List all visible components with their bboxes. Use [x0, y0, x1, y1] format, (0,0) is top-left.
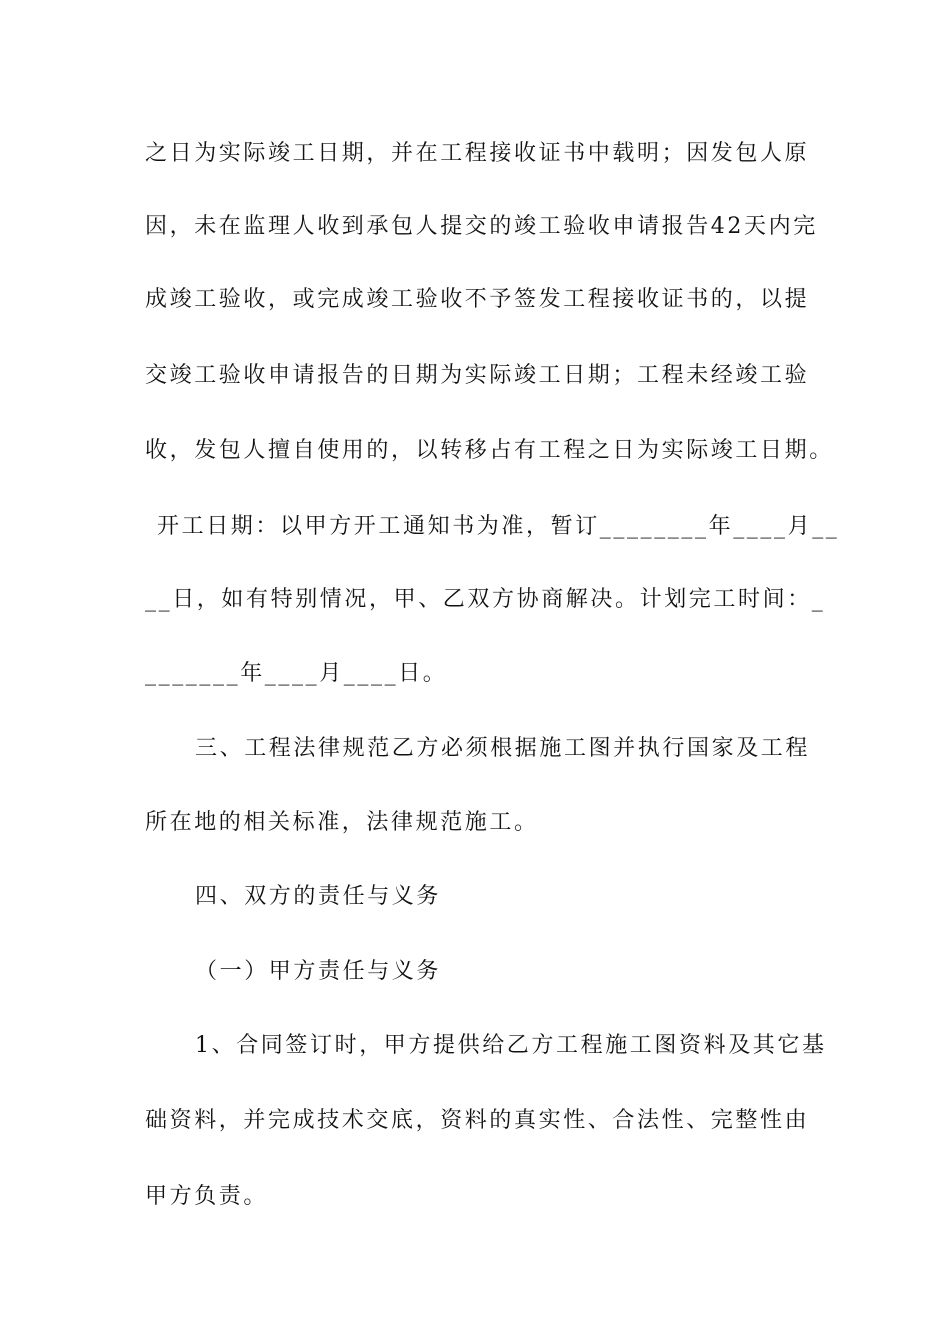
paragraph-line: 甲方负责。 — [145, 1184, 269, 1209]
paragraph-line: 交竣工验收申请报告的日期为实际竣工日期；工程未经竣工验 — [145, 363, 810, 388]
section-three-line: 三、工程法律规范乙方必须根据施工图并执行国家及工程 — [195, 736, 811, 761]
paragraph-line: 收，发包人擅自使用的，以转移占有工程之日为实际竣工日期。 — [145, 438, 834, 463]
paragraph-line: _______年____月____日。 — [145, 661, 448, 686]
subsection-heading: （一）甲方责任与义务 — [195, 959, 442, 984]
paragraph-line: 之日为实际竣工日期，并在工程接收证书中载明；因发包人原 — [145, 141, 810, 166]
paragraph-line: __日，如有特别情况，甲、乙双方协商解决。计划完工时间：_ — [145, 587, 826, 612]
start-date-line: 开工日期：以甲方开工通知书为准，暂订________年____月__ — [157, 514, 840, 539]
paragraph-line: 础资料，并完成技术交底，资料的真实性、合法性、完整性由 — [145, 1108, 810, 1133]
paragraph-line: 所在地的相关标准，法律规范施工。 — [145, 810, 539, 835]
paragraph-line: 成竣工验收，或完成竣工验收不予签发工程接收证书的，以提 — [145, 287, 810, 312]
clause-one-line: 1、合同签订时，甲方提供给乙方工程施工图资料及其它基 — [195, 1033, 827, 1058]
paragraph-line: 因，未在监理人收到承包人提交的竣工验收申请报告42天内完 — [145, 214, 818, 239]
section-four-heading: 四、双方的责任与义务 — [195, 884, 442, 909]
